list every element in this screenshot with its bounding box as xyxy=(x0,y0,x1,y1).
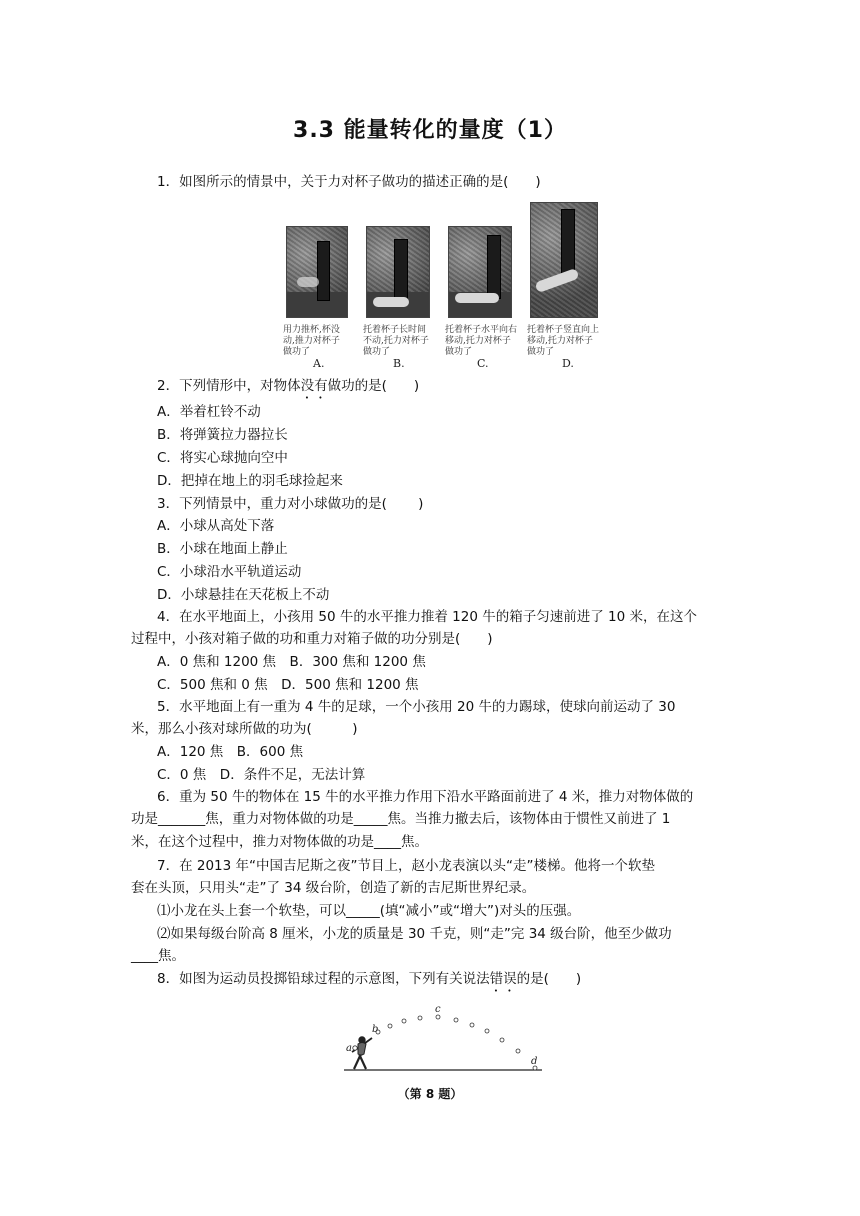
photo-a-caption: 用力推杯,杯没 动,推力对杯子 做功了 xyxy=(283,325,340,357)
q2-option-b: B．将弹簧拉力器拉长 xyxy=(157,427,288,443)
q6-line-2: 功是_______焦，重力对物体做的功是_____焦。当推力撤去后，该物体由于惯性又前进了 1 xyxy=(131,811,671,827)
q7-line-2: 套在头顶，只用头“走”了 34 级台阶，创造了新的吉尼斯世界纪录。 xyxy=(131,880,536,896)
label-a: a xyxy=(346,1043,352,1054)
photo-d xyxy=(530,202,598,318)
photo-b xyxy=(366,226,430,318)
q4-line-2: 过程中，小孩对箱子做的功和重力对箱子做的功分别是( ) xyxy=(131,631,493,647)
q3-option-b: B．小球在地面上静止 xyxy=(157,541,288,557)
q8-figure-caption: （第 8 题） xyxy=(397,1087,463,1101)
q4-line-1: 4．在水平地面上，小孩用 50 牛的水平推力推着 120 牛的箱子匀速前进了 10 米，在这个 xyxy=(157,609,697,625)
q2-option-a: A．举着杠铃不动 xyxy=(157,404,261,420)
label-c: c xyxy=(435,1004,441,1015)
label-b: b xyxy=(372,1024,379,1035)
photo-d-label: D. xyxy=(562,357,574,370)
q3-option-d: D．小球悬挂在天花板上不动 xyxy=(157,587,330,603)
photo-d-caption: 托着杯子竖直向上 移动,托力对杯子 做功了 xyxy=(527,325,600,357)
photo-c-caption: 托着杯子水平向右 移动,托力对杯子 做功了 xyxy=(445,325,518,357)
q5-line-1: 5．水平地面上有一重为 4 牛的足球，一个小孩用 20 牛的力踢球，使球向前运动了 30 xyxy=(157,699,676,715)
q3-option-c: C．小球沿水平轨道运动 xyxy=(157,564,302,580)
photo-c xyxy=(448,226,512,318)
q7-sub-2-line-1: ⑵如果每级台阶高 8 厘米，小龙的质量是 30 千克，则“走”完 34 级台阶，他至少做功 xyxy=(157,926,672,942)
q4-options-cd: C．500 焦和 0 焦 D．500 焦和 1200 焦 xyxy=(157,677,419,693)
q7-sub-1: ⑴小龙在头上套一个软垫，可以_____(填“减小”或“增大”)对头的压强。 xyxy=(157,903,581,919)
q1-stem: 1．如图所示的情景中，关于力对杯子做功的描述正确的是( ) xyxy=(157,174,541,190)
q8-stem: 8．如图为运动员投掷铅球过程的示意图，下列有关说法错误的是( ) xyxy=(157,971,582,987)
photo-b-caption: 托着杯子长时间 不动,托力对杯子 做功了 xyxy=(363,325,429,357)
q5-options-ab: A．120 焦 B．600 焦 xyxy=(157,744,304,760)
photo-a-label: A. xyxy=(313,357,325,370)
photo-c-label: C. xyxy=(477,357,489,370)
q2-option-c: C．将实心球抛向空中 xyxy=(157,450,288,466)
q3-option-a: A．小球从高处下落 xyxy=(157,518,275,534)
q7-line-1: 7．在 2013 年“中国吉尼斯之夜”节目上，赵小龙表演以头“走”楼梯。他将一个软垫 xyxy=(157,858,656,874)
q5-options-cd: C．0 焦 D．条件不足，无法计算 xyxy=(157,767,366,783)
q3-stem: 3．下列情景中，重力对小球做功的是( ) xyxy=(157,496,424,512)
q5-line-2: 米，那么小孩对球所做的功为( ) xyxy=(131,721,358,737)
trajectory-dots xyxy=(353,1015,537,1070)
photo-b-label: B. xyxy=(393,357,405,370)
page-title: 3.3 能量转化的量度（1） xyxy=(293,118,567,143)
q7-sub-2-line-2: ____焦。 xyxy=(131,948,185,964)
q2-option-d: D．把掉在地上的羽毛球捡起来 xyxy=(157,473,343,489)
shot-put-diagram xyxy=(330,1000,550,1080)
q4-options-ab: A．0 焦和 1200 焦 B．300 焦和 1200 焦 xyxy=(157,654,426,670)
q6-line-1: 6．重为 50 牛的物体在 15 牛的水平推力作用下沿水平路面前进了 4 米，推力对物体做的 xyxy=(157,789,694,805)
athlete-figure xyxy=(352,1037,372,1069)
label-d: d xyxy=(531,1056,538,1067)
photo-a xyxy=(286,226,348,318)
q6-line-3: 米，在这个过程中，推力对物体做的功是____焦。 xyxy=(131,834,428,850)
q2-stem: 2．下列情形中，对物体没有做功的是( ) xyxy=(157,378,420,394)
